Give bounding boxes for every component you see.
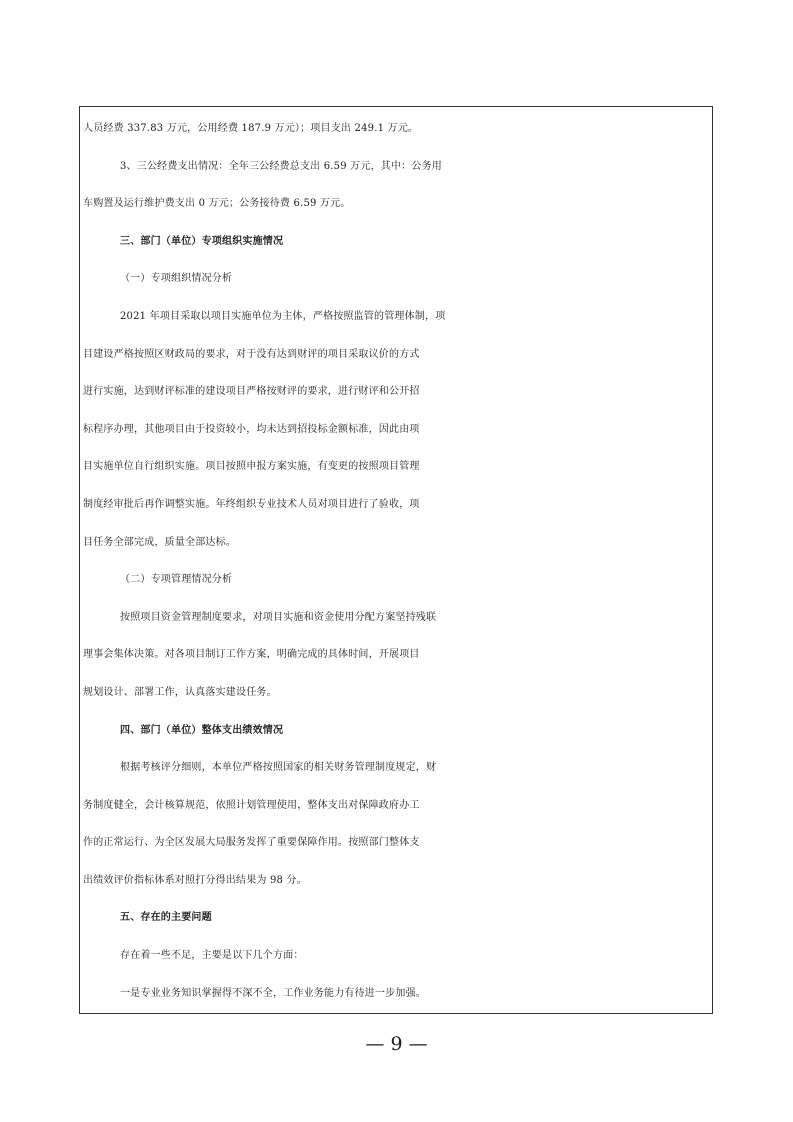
- paragraph-line: 目任务全部完成，质量全部达标。: [83, 536, 236, 548]
- paragraph-line: 3、三公经费支出情况：全年三公经费总支出 6.59 万元，其中：公务用: [120, 160, 442, 172]
- paragraph-line: 目实施单位自行组织实施。项目按照申报方案实施，有变更的按照项目管理: [83, 461, 420, 473]
- paragraph-line: 制度经审批后再作调整实施。年终组织专业技术人员对项目进行了验收，项: [83, 498, 420, 510]
- subsection-heading-2: （二）专项管理情况分析: [120, 574, 233, 586]
- paragraph-line: 务制度健全，会计核算规范，依照计划管理使用，整体支出对保障政府办工: [83, 799, 420, 811]
- section-heading-5: 五、存在的主要问题: [120, 912, 212, 924]
- paragraph-line: 出绩效评价指标体系对照打分得出结果为 98 分。: [83, 874, 307, 886]
- paragraph-line: 作的正常运行、为全区发展大局服务发挥了重要保障作用。按照部门整体支: [83, 837, 420, 849]
- paragraph-line: 车购置及运行维护费支出 0 万元；公务接待费 6.59 万元。: [83, 198, 351, 210]
- section-heading-3: 三、部门（单位）专项组织实施情况: [120, 235, 284, 247]
- paragraph-line: 人员经费 337.83 万元，公用经费 187.9 万元）；项目支出 249.1 万元。: [83, 123, 419, 134]
- paragraph-line: 目建设严格按照区财政局的要求，对于没有达到财评的项目采取议价的方式: [83, 348, 420, 360]
- paragraph-line: 按照项目资金管理制度要求，对项目实施和资金使用分配方案坚持残联: [120, 611, 437, 623]
- paragraph-line: 2021 年项目采取以项目实施单位为主体，严格按照监管的管理体制，项: [120, 310, 446, 322]
- paragraph-line: 一是专业业务知识掌握得不深不全，工作业务能力有待进一步加强。: [120, 987, 426, 999]
- paragraph-line: 进行实施，达到财评标准的建设项目严格按财评的要求，进行财评和公开招: [83, 386, 420, 398]
- paragraph-line: 标程序办理，其他项目由于投资较小，均未达到招投标金额标准，因此由项: [83, 423, 420, 435]
- page-number: — 9 —: [365, 1033, 428, 1055]
- section-heading-4: 四、部门（单位）整体支出绩效情况: [120, 724, 284, 736]
- paragraph-line: 存在着一些不足，主要是以下几个方面：: [120, 950, 304, 962]
- subsection-heading-1: （一）专项组织情况分析: [120, 273, 233, 285]
- paragraph-line: 根据考核评分细则，本单位严格按照国家的相关财务管理制度规定，财: [120, 762, 437, 774]
- paragraph-line: 理事会集体决策。对各项目制订工作方案，明确完成的具体时间，开展项目: [83, 649, 420, 661]
- document-body: [83, 110, 713, 1012]
- paragraph-line: 规划设计、部署工作，认真落实建设任务。: [83, 686, 277, 698]
